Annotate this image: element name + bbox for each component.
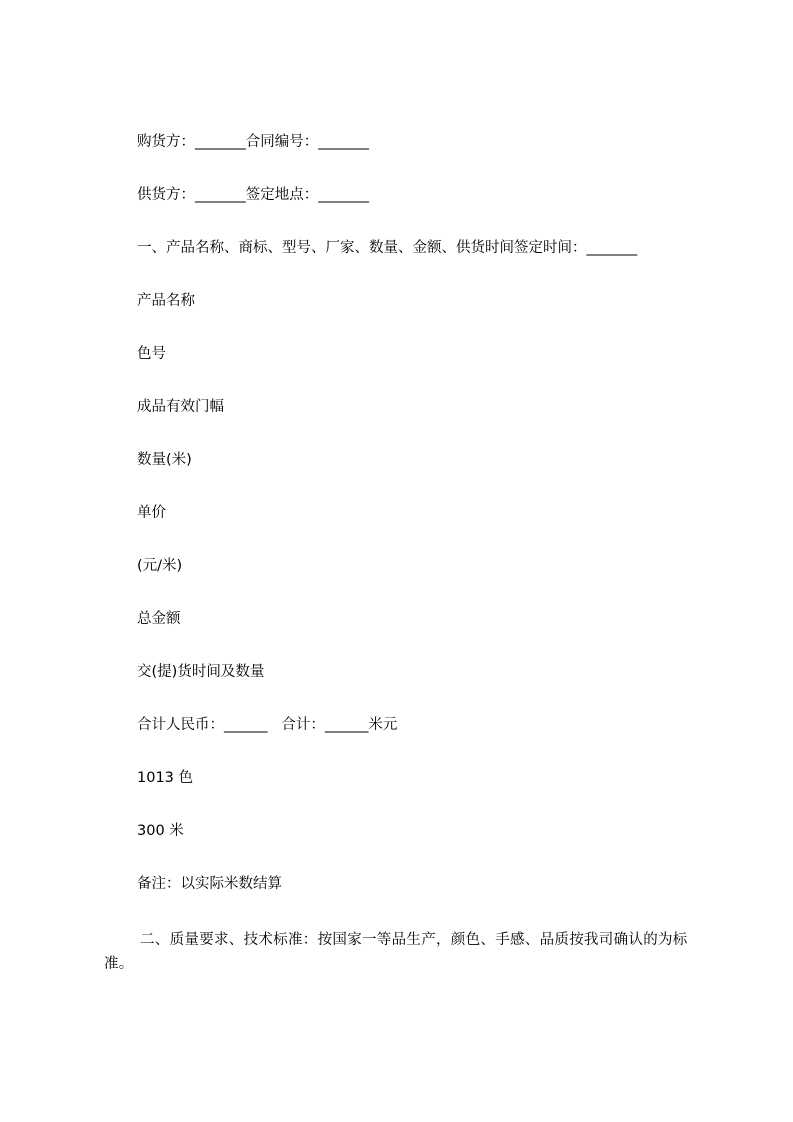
total-rmb-line: 合计人民币：______ 合计：______米元: [137, 717, 398, 733]
product-name-label: 产品名称: [137, 293, 195, 309]
delivery-time-quantity-label: 交(提)货时间及数量: [137, 664, 265, 680]
buyer-contract-number-line: 购货方：_______合同编号：_______: [137, 134, 369, 150]
color-value: 1013 色: [137, 770, 194, 786]
quantity-label: 数量(米): [137, 452, 192, 468]
remark-line: 备注：以实际米数结算: [137, 876, 282, 892]
quality-requirements-clause: 二、质量要求、技术标准：按国家一等品生产，颜色、手感、品质按我司确认的为标准。: [104, 932, 688, 972]
effective-width-label: 成品有效门幅: [137, 399, 224, 415]
section-one-heading: 一、产品名称、商标、型号、厂家、数量、金额、供货时间签定时间：_______: [137, 240, 638, 256]
unit-price-label: 单价: [137, 505, 166, 521]
color-number-label: 色号: [137, 346, 166, 362]
supplier-signing-place-line: 供货方：_______签定地点：_______: [137, 187, 369, 203]
total-amount-label: 总金额: [137, 611, 181, 627]
quantity-value: 300 米: [137, 823, 184, 839]
unit-price-unit-label: (元/米): [137, 558, 183, 574]
